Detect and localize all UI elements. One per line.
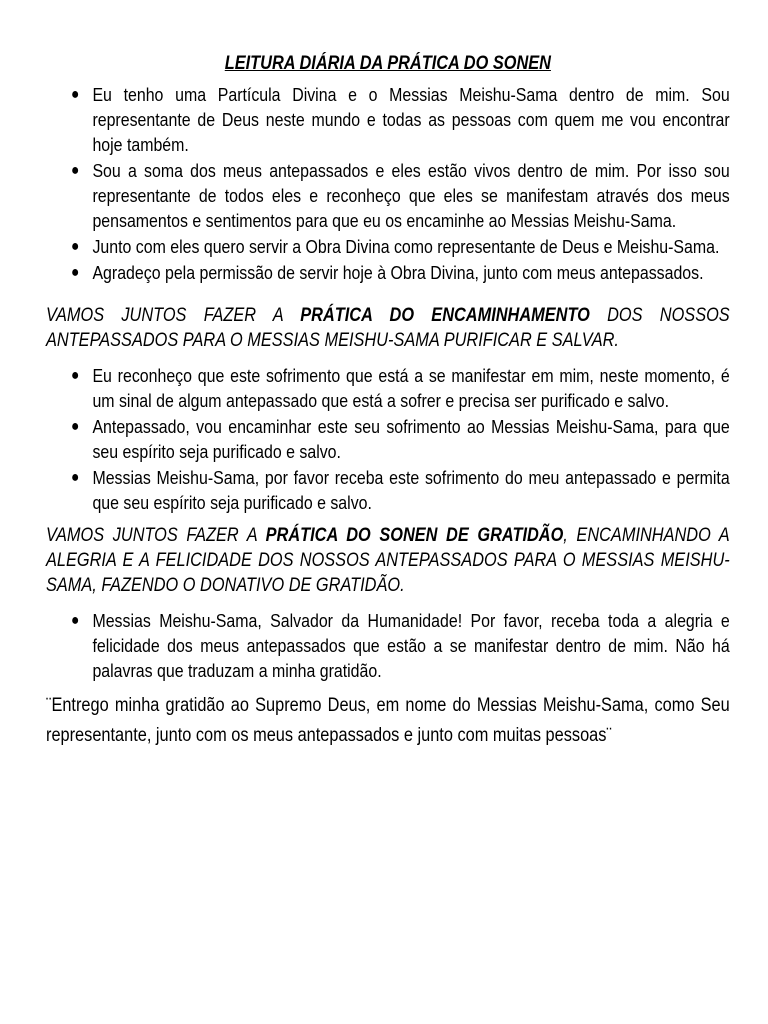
list-item	[46, 260, 730, 285]
call-emphasis: PRÁTICA DO SONEN DE GRATIDÃO	[265, 525, 564, 546]
bullet-icon: ●	[70, 469, 80, 486]
call-suffix: DOS NOSSOS ANTEPASSADOS PARA O MESSIAS MEISHU-SAMA PURIFICAR E SALVAR.	[46, 305, 730, 351]
list-item-text: Messias Meishu-Sama, Salvador da Humanidade! Por favor, receba toda a alegria e felicidade dos meus antepassados que estão a se manifestar dentro de mim. Não há palavras que traduzam a minha gratidão.	[92, 610, 730, 681]
call-to-action-gratidao	[46, 523, 730, 598]
list-item-text: Junto com eles quero servir a Obra Divina como representante de Deus e Meishu-Sama.	[92, 236, 720, 257]
list-item-text: Eu tenho uma Partícula Divina e o Messias Meishu-Sama dentro de mim. Sou representante de Deus neste mundo e todas as pessoas com quem me vou encontrar hoje também.	[92, 84, 730, 155]
list-item-text: Antepassado, vou encaminhar este seu sofrimento ao Messias Meishu-Sama, para que seu espírito seja purificado e salvo.	[92, 416, 730, 462]
call-to-action-encaminhamento	[46, 303, 730, 353]
bullet-icon: ●	[70, 264, 80, 281]
document-title: LEITURA DIÁRIA DA PRÁTICA DO SONEN	[224, 53, 551, 74]
list-item-text: Eu reconheço que este sofrimento que está a se manifestar em mim, neste momento, é um sinal de algum antepassado que está a sofrer e precisa ser purificado e salvo.	[92, 365, 730, 411]
list-item	[46, 465, 730, 515]
list-item	[46, 608, 730, 683]
list-item	[46, 158, 730, 233]
bullet-icon: ●	[70, 86, 80, 103]
call-emphasis: PRÁTICA DO ENCAMINHAMENTO	[300, 305, 590, 326]
list-item-text: Sou a soma dos meus antepassados e eles estão vivos dentro de mim. Por isso sou representante de todos eles e reconheço que eles se manifestam através dos meus pensamentos e sentimentos para que eu os encaminhe ao Messias Meishu-Sama.	[92, 160, 730, 231]
list-item	[46, 414, 730, 464]
bullet-icon: ●	[70, 162, 80, 179]
list-item	[46, 82, 730, 157]
bullet-list-section-3	[46, 608, 730, 683]
call-suffix: , ENCAMINHANDO A ALEGRIA E A FELICIDADE DOS NOSSOS ANTEPASSADOS PARA O MESSIAS MEISHU-SAMA, FAZENDO O DONATIVO DE GRATIDÃO.	[46, 525, 730, 596]
call-prefix: VAMOS JUNTOS FAZER A	[46, 305, 301, 326]
list-item	[46, 234, 730, 259]
document-body	[46, 52, 730, 751]
list-item-text: Agradeço pela permissão de servir hoje à Obra Divina, junto com meus antepassados.	[92, 262, 704, 283]
bullet-icon: ●	[70, 367, 80, 384]
list-item-text: Messias Meishu-Sama, por favor receba este sofrimento do meu antepassado e permita que seu espírito seja purificado e salvo.	[92, 467, 730, 513]
bullet-icon: ●	[70, 418, 80, 435]
bullet-icon: ●	[70, 612, 80, 629]
call-prefix: VAMOS JUNTOS FAZER A	[46, 525, 266, 546]
bullet-list-section-1	[46, 82, 730, 285]
closing-paragraph: ¨Entrego minha gratidão ao Supremo Deus, em nome do Messias Meishu-Sama, como Seu representante, junto com os meus antepassados e junto com muitas pessoas¨	[46, 695, 730, 746]
list-item	[46, 363, 730, 413]
bullet-list-section-2	[46, 363, 730, 515]
bullet-icon: ●	[70, 238, 80, 255]
